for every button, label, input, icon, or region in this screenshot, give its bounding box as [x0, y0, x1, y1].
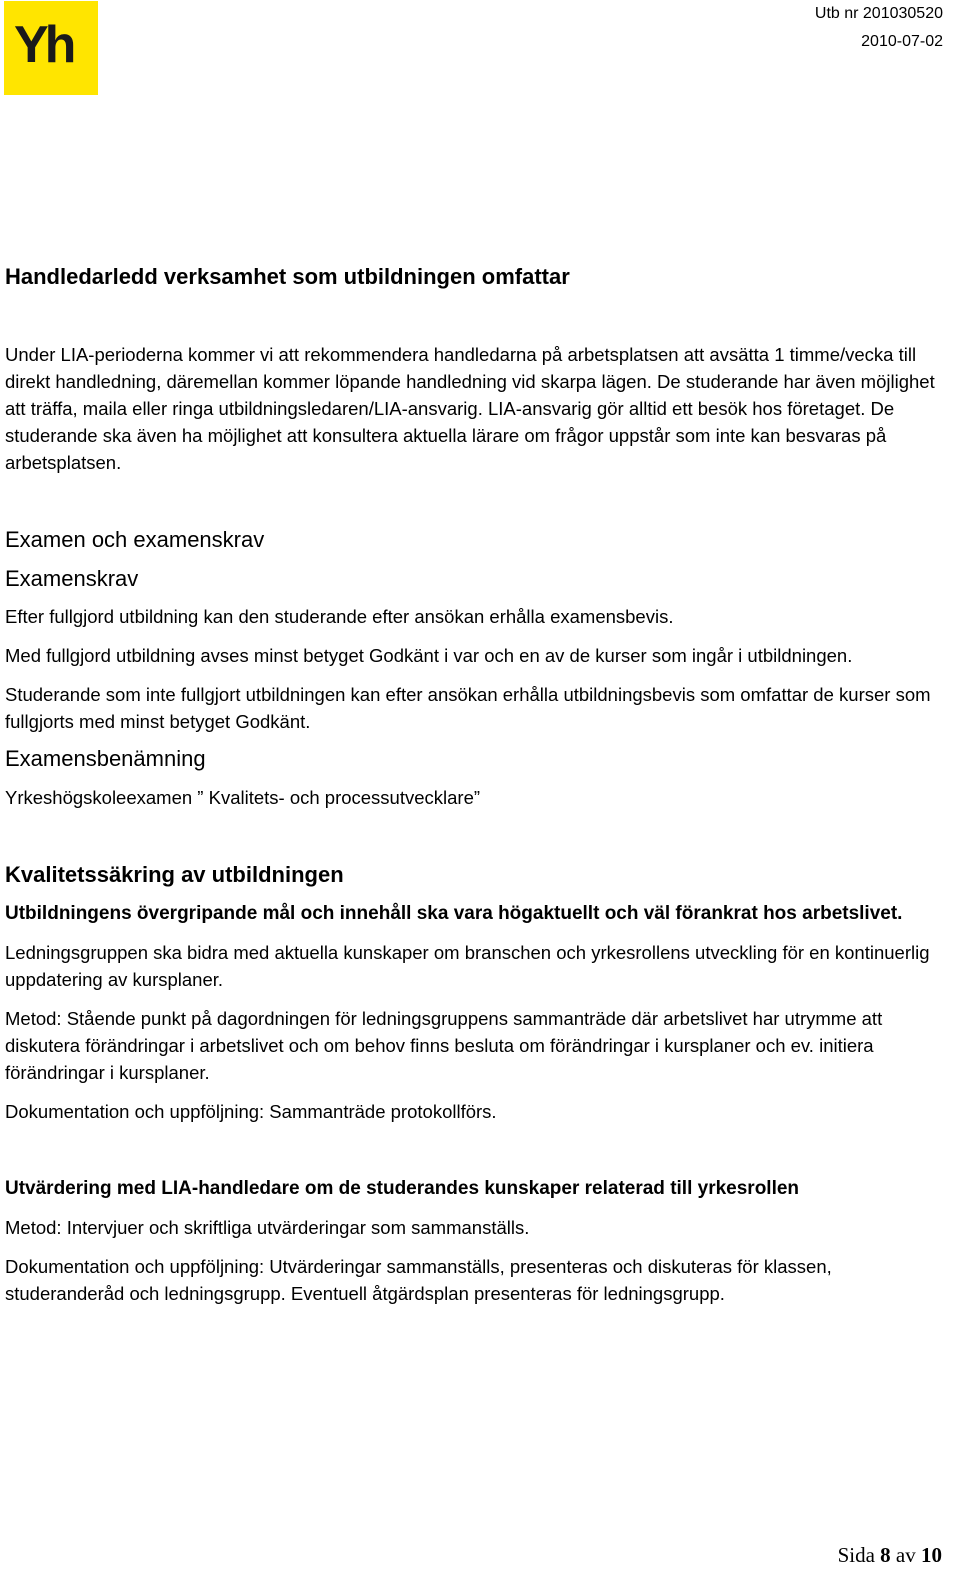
goal2-paragraph-2: Dokumentation och uppföljning: Utvärderingar sammanställs, presenteras och diskuteras för klassen, studeranderåd och ledningsgrupp. Eventuell åtgärdsplan presenteras för ledningsgrupp.: [5, 1256, 832, 1304]
page-av-label: av: [895, 1543, 916, 1567]
goal2-heading: Utvärdering med LIA-handledare om de studerandes kunskaper relaterad till yrkesrollen: [5, 1178, 800, 1199]
document-body: [5, 262, 940, 1307]
utb-number: Utb nr 201030520: [814, 5, 943, 22]
logo-text: Yh: [14, 16, 73, 74]
goal2-paragraph-1: Metod: Intervjuer och skriftliga utvärderingar som sammanställs.: [5, 1217, 530, 1238]
examenskrav-paragraph-2: Med fullgjord utbildning avses minst betyget Godkänt i var och en av de kurser som ingår i utbildningen.: [5, 645, 853, 666]
examenskrav-heading: [5, 564, 940, 594]
goal1-paragraph-1: Ledningsgruppen ska bidra med aktuella kunskaper om branschen och yrkesrollens utveckling för en kontinuerlig uppdatering av kursplaner.: [5, 942, 930, 990]
examensbenamning-heading: Examensbenämning: [5, 746, 206, 771]
document-date: 2010-07-02: [861, 33, 943, 50]
examenskrav-paragraph-1: Efter fullgjord utbildning kan den studerande efter ansökan erhålla examensbevis.: [5, 606, 674, 627]
examen-heading: Examen och examenskrav: [5, 527, 265, 552]
current-page: 8: [880, 1543, 891, 1567]
handledarledd-text: Under LIA-perioderna kommer vi att rekommendera handledarna på arbetsplatsen att avsätta 1 timme/vecka till direkt handledning, däremellan kommer löpande handledning vid skarpa lägen. De studerande har även möjlighet att träffa, maila eller ringa utbildningsledaren/LIA-ansvarig. LIA-ansvarig gör alltid ett besök hos företaget. De studerande ska även ha möjlighet att konsultera aktuella lärare om frågor uppstår som inte kan besvaras på arbetsplatsen.: [5, 344, 935, 473]
kvalitet-heading: Kvalitetssäkring av utbildningen: [5, 862, 344, 887]
page-number: [838, 1543, 942, 1568]
examenskrav-heading-text: Examenskrav: [5, 566, 139, 591]
page-sida-label: Sida: [837, 1543, 875, 1567]
handledarledd-heading: Handledarledd verksamhet som utbildningen omfattar: [5, 264, 570, 289]
goal1-paragraph-2: Metod: Stående punkt på dagordningen för ledningsgruppens sammanträde där arbetslivet har utrymme att diskutera förändringar i arbetslivet och om behov finns besluta om förändringar i kursplaner och ev. initiera förändringar i kursplaner.: [5, 1008, 883, 1083]
examenskrav-paragraph-3: Studerande som inte fullgjort utbildningen kan efter ansökan erhålla utbildningsbevis som omfattar de kurser som fullgjorts med minst betyget Godkänt.: [5, 684, 931, 732]
examensbenamning-text: Yrkeshögskoleexamen ” Kvalitets- och processutvecklare”: [5, 787, 481, 808]
yh-logo: [4, 1, 98, 95]
goal1-paragraph-3: Dokumentation och uppföljning: Sammanträde protokollförs.: [5, 1101, 497, 1122]
total-pages: 10: [921, 1543, 942, 1567]
goal1-heading: Utbildningens övergripande mål och innehåll ska vara högaktuellt och väl förankrat hos arbetslivet.: [5, 903, 903, 924]
